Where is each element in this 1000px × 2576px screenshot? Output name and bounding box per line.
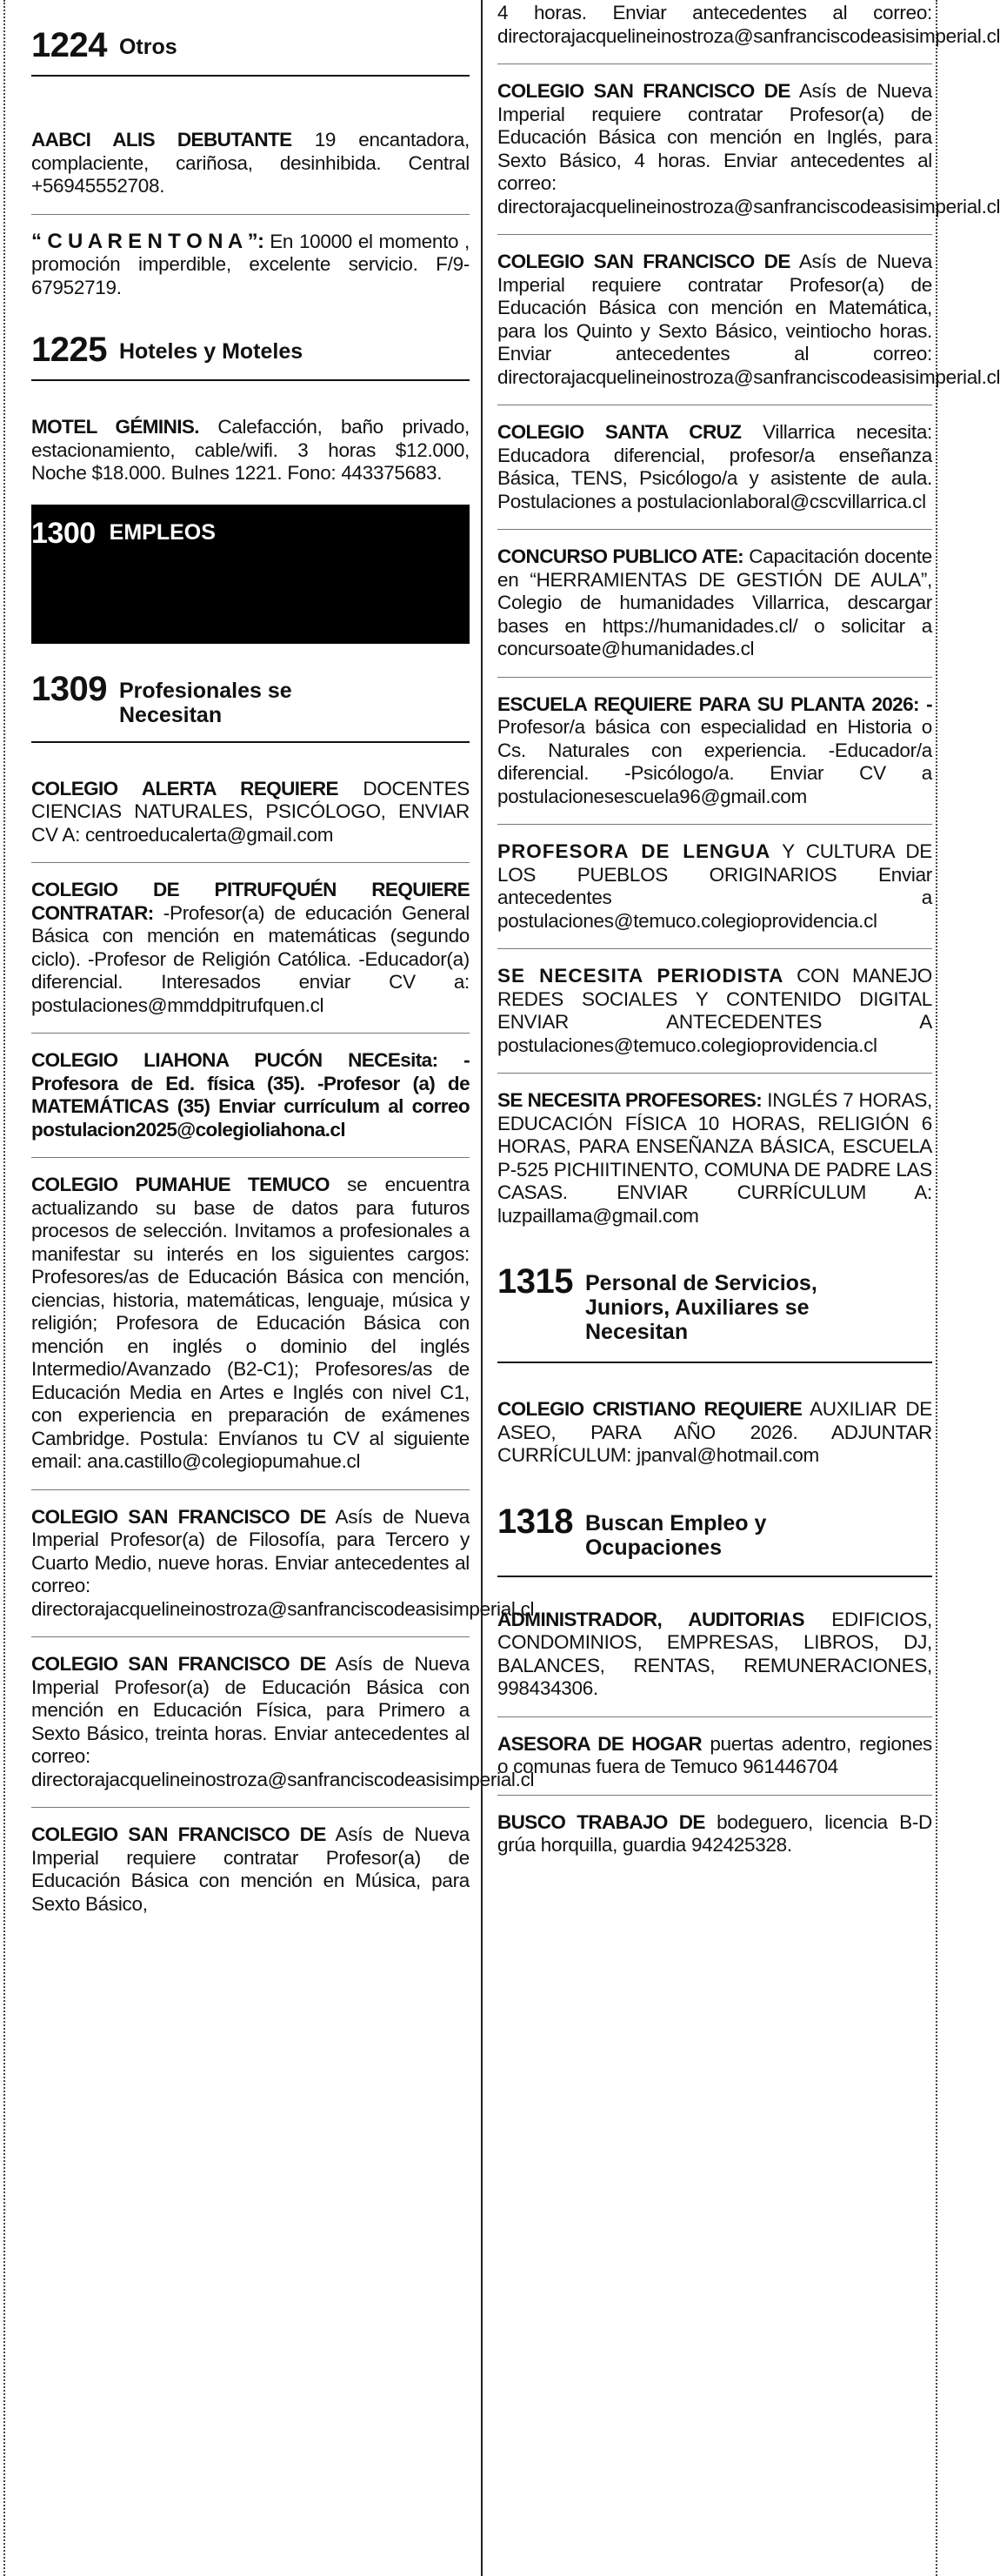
ad-lead: ESCUELA REQUIERE PARA SU PLANTA 2026: - bbox=[497, 693, 932, 715]
ad-lead: COLEGIO SANTA CRUZ bbox=[497, 421, 742, 443]
ad-body: EDIFICIOS, CONDOMINIOS, EMPRESAS, LIBROS, DJ, BALANCES, RENTAS, REMUNERACIONES, 998434306. bbox=[497, 1608, 932, 1699]
ad-body: se encuentra actualizando su base de datos para futuros procesos de selección. Invitamos a profesionales a manifestar su interés en los siguientes cargos: Profesores/as de Educación Básica con mención, ciencias, historia, matemáticas, lenguaje, música y religión; Profesora de Educación Básica con mención en inglés o dominio del inglés Intermedio/Avanzado (B2-C1); Profesores/as de Educación Media en Artes e Inglés con nivel C1, con experiencia en preparación de exámenes Cambridge. Postula: Envíanos tu CV al siguiente email: ana.castillo@colegiopumahue.cl bbox=[31, 1174, 470, 1472]
ad-body: Asís de Nueva Imperial Profesor(a) de Filosofía, para Tercero y Cuarto Medio, nueve horas. Enviar antecedentes al correo: directorajacquelineinostroza@sanfranciscodeasisimperial.cl bbox=[31, 1505, 535, 1620]
ad-body: DOCENTES CIENCIAS NATURALES, PSICÓLOGO, ENVIAR CV A: centroeducalerta@gmail.com bbox=[31, 777, 470, 846]
ad-body: Y CULTURA DE LOS PUEBLOS ORIGINARIOS Enviar antecedentes a postulaciones@temuco.colegioprovidencia.cl bbox=[497, 840, 932, 932]
classified-ad bbox=[31, 1637, 535, 1808]
section-header bbox=[31, 670, 470, 743]
classified-ad bbox=[31, 1034, 470, 1158]
section-1225 bbox=[31, 315, 470, 501]
section-1224 bbox=[31, 0, 470, 315]
classified-ad bbox=[497, 235, 1000, 405]
section-header bbox=[497, 1502, 932, 1577]
ad-body: 4 horas. Enviar antecedentes al correo: directorajacquelineinostroza@sanfranciscodeasisimperial.cl bbox=[497, 2, 1000, 47]
ad-lead: COLEGIO PUMAHUE TEMUCO bbox=[31, 1174, 330, 1195]
ad-lead: BUSCO TRABAJO DE bbox=[497, 1810, 705, 1833]
ad-body: AUXILIAR DE ASEO, PARA AÑO 2026. ADJUNTAR CURRÍCULUM: jpanval@hotmail.com bbox=[497, 1398, 932, 1466]
ad-lead: COLEGIO LIAHONA PUCÓN NECEsita: -Profesora de Ed. física (35). -Profesor (a) de MATEMÁTICAS (35) Enviar currículum al correo postulacion2025@colegioliahona.cl bbox=[31, 1049, 470, 1141]
section-header bbox=[497, 1262, 932, 1363]
section-number: 1224 bbox=[31, 26, 107, 64]
classified-ad-continuation bbox=[497, 0, 1000, 64]
section-header bbox=[31, 26, 470, 77]
section-title: Profesionales se Necesitan bbox=[118, 678, 292, 727]
ad-lead: “ C U A R E N T O N A ”: bbox=[31, 229, 264, 253]
ad-lead: COLEGIO SAN FRANCISCO DE bbox=[31, 1505, 326, 1528]
classified-ad bbox=[497, 1074, 932, 1243]
classified-ad bbox=[31, 381, 470, 501]
classified-ad bbox=[31, 77, 470, 215]
ad-body: Asís de Nueva Imperial requiere contratar Profesor(a) de Educación Básica con mención en Música, para Sexto Básico, bbox=[31, 1823, 470, 1915]
ad-body: -Profesor(a) de educación General Básica con mención en matemáticas (segundo ciclo). -Profesor de Religión Católica. -Educador(a) diferencial. Interesados enviar CV a: postulaciones@mmddpitrufquen.cl bbox=[31, 901, 470, 1016]
section-1315 bbox=[497, 1243, 932, 1483]
classified-ad bbox=[497, 1796, 932, 1873]
section-number: 1315 bbox=[497, 1262, 573, 1301]
classified-ad bbox=[497, 1363, 932, 1483]
section-title: Buscan Empleo y Ocupaciones bbox=[584, 1510, 767, 1560]
section-title: Personal de Servicios, Juniors, Auxiliares se Necesitan bbox=[584, 1271, 817, 1344]
ad-body: Asís de Nueva Imperial Profesor(a) de Educación Básica con mención en Educación Física, para Primero a Sexto Básico, treinta horas. Enviar antecedentes al correo: directorajacquelineinostroza@sanfranciscodeasisimperial.cl bbox=[31, 1653, 535, 1790]
classified-ad bbox=[497, 678, 932, 826]
ad-lead: ADMINISTRADOR, AUDITORIAS bbox=[497, 1608, 804, 1630]
classified-ad bbox=[497, 825, 932, 949]
section-number: 1300 bbox=[31, 516, 96, 550]
classified-ad bbox=[31, 743, 470, 864]
section-1300 bbox=[31, 505, 470, 644]
left-edge-rule bbox=[3, 0, 5, 2576]
classified-ad bbox=[31, 863, 470, 1034]
ad-body: Asís de Nueva Imperial requiere contratar Profesor(a) de Educación Básica con mención en Matemática, para los Quinto y Sexto Básico, veintiocho horas. Enviar antecedentes al correo: directorajacquelineinostroza@sanfranciscodeasisimperial.cl bbox=[497, 251, 1000, 388]
ad-lead: CONCURSO PUBLICO ATE: bbox=[497, 545, 744, 567]
ad-lead: AABCI ALIS DEBUTANTE bbox=[31, 129, 292, 151]
classified-ad bbox=[31, 1158, 470, 1490]
ad-body: 19 encantadora, complaciente, cariñosa, desinhibida. Central +56945552708. bbox=[31, 129, 470, 197]
ad-lead: COLEGIO SAN FRANCISCO DE bbox=[31, 1653, 326, 1675]
ad-lead: COLEGIO ALERTA REQUIERE bbox=[31, 777, 338, 800]
section-title: Hoteles y Moteles bbox=[118, 339, 303, 364]
ad-body: Calefacción, baño privado, estacionamiento, cable/wifi. 3 horas $12.000, Noche $18.000. Bulnes 1221. Fono: 443375683. bbox=[31, 416, 470, 484]
ad-body: Capacitación docente en “HERRAMIENTAS DE GESTIÓN DE AULA”, Colegio de humanidades Villarrica, descargar bases en https://humanidades.cl/ o solicitar a concursoate@humanidades.cl bbox=[497, 545, 932, 659]
column-divider bbox=[481, 0, 483, 2576]
section-number: 1225 bbox=[31, 331, 107, 369]
classified-ad bbox=[497, 405, 932, 530]
classified-ad bbox=[497, 949, 932, 1074]
classified-ad bbox=[497, 64, 1000, 235]
section-number: 1309 bbox=[31, 669, 107, 708]
section-header bbox=[31, 331, 470, 381]
section-title: Otros bbox=[118, 35, 177, 59]
ad-body: Profesor/a básica con especialidad en Historia o Cs. Naturales con experiencia. -Educador/a diferencial. -Psicólogo/a. Enviar CV a postulacionesescuela96@gmail.com bbox=[497, 716, 932, 807]
ad-lead: COLEGIO SAN FRANCISCO DE bbox=[31, 1823, 326, 1845]
ad-lead: COLEGIO CRISTIANO REQUIERE bbox=[497, 1398, 803, 1420]
classified-ad bbox=[497, 1717, 932, 1796]
ad-lead: SE NECESITA PROFESORES: bbox=[497, 1089, 763, 1111]
right-column bbox=[497, 0, 1000, 2576]
section-number: 1318 bbox=[497, 1502, 573, 1541]
ad-lead: ASESORA DE HOGAR bbox=[497, 1732, 703, 1755]
ad-lead: COLEGIO SAN FRANCISCO DE bbox=[497, 251, 790, 272]
ad-body: INGLÉS 7 HORAS, EDUCACIÓN FÍSICA 10 HORAS, RELIGIÓN 6 HORAS, PARA ENSEÑANZA BÁSICA, ESCUELA P-525 PICHIITINENTO, COMUNA DE PADRE LAS CASAS. ENVIAR CURRÍCULUM A: luzpaillama@gmail.com bbox=[497, 1089, 933, 1227]
classified-ad bbox=[497, 530, 932, 678]
classified-ad bbox=[31, 215, 470, 316]
section-1318 bbox=[497, 1483, 932, 1873]
ad-body: puertas adentro, regiones o comunas fuera de Temuco 961446704 bbox=[497, 1732, 933, 1777]
section-title: EMPLEOS bbox=[109, 519, 216, 545]
ad-body: bodeguero, licencia B-D grúa horquilla, guardia 942425328. bbox=[497, 1810, 932, 1856]
ad-lead: SE NECESITA PERIODISTA bbox=[497, 965, 784, 987]
ad-body: En 10000 el momento , promoción imperdible, excelente servicio. F/9-67952719. bbox=[31, 230, 470, 298]
ad-body: Asís de Nueva Imperial requiere contratar Profesor(a) de Educación Básica con mención en Inglés, para Sexto Básico, 4 horas. Enviar antecedentes al correo: directorajacquelineinostroza@sanfranciscodeasisimperial.cl bbox=[497, 80, 1000, 217]
ad-lead: COLEGIO SAN FRANCISCO DE bbox=[497, 80, 790, 102]
ad-body: CON MANEJO REDES SOCIALES Y CONTENIDO DIGITAL ENVIAR ANTECEDENTES A postulaciones@temuco.colegioprovidencia.cl bbox=[497, 965, 932, 1056]
ad-lead: PROFESORA DE LENGUA bbox=[497, 840, 771, 862]
ad-lead: MOTEL GÉMINIS. bbox=[31, 416, 199, 438]
ad-body: Villarrica necesita: Educadora diferencial, profesor/a enseñanza Básica, TENS, Psicólogo/a y asistente de aula. Postulaciones a postulacionlaboral@cscvillarrica.cl bbox=[497, 421, 932, 512]
classified-ad bbox=[31, 1808, 470, 1931]
classified-ad bbox=[497, 1577, 932, 1717]
ad-lead: COLEGIO DE PITRUFQUÉN REQUIERE CONTRATAR: bbox=[31, 879, 470, 924]
